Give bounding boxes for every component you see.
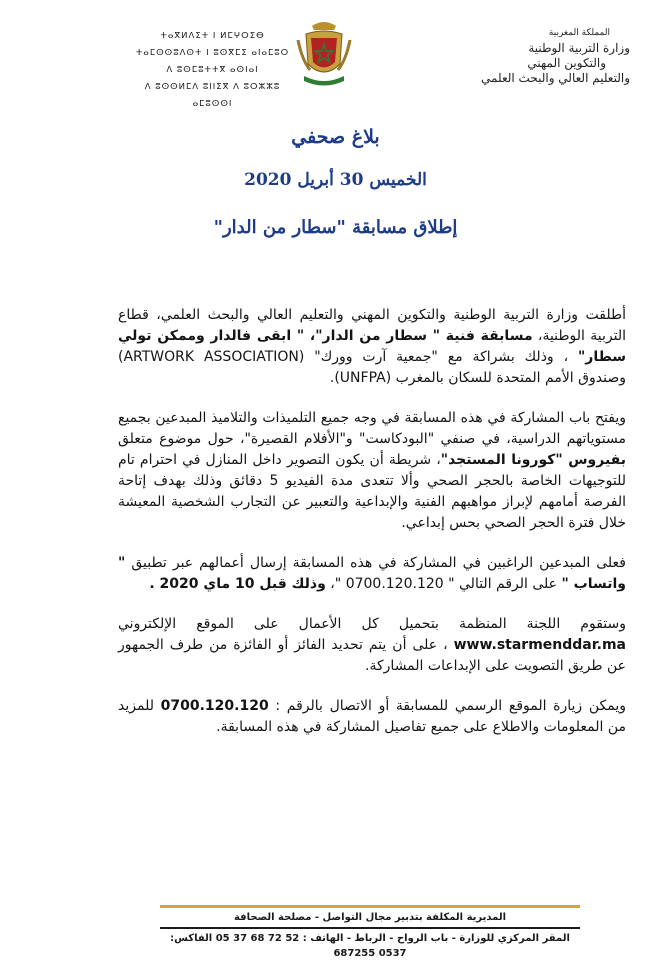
paragraph-3 [118, 553, 626, 595]
website-link[interactable]: www.starmenddar.ma [453, 637, 626, 653]
paragraph-text: ، وذلك بشراكة مع "جمعية آرت وورك" (ARTWORK ASSOCIATION) وصندوق الأمم المتحدة للسكان بالمغرب (UNFPA). [118, 349, 626, 386]
press-release-body [118, 305, 626, 757]
tifinagh-ministry-name [125, 28, 300, 113]
phone-number: 0700.120.120 [160, 698, 269, 714]
ministry-line: والتكوين المهني [527, 56, 606, 70]
paragraph-4 [118, 614, 626, 677]
paragraph-1 [118, 305, 626, 389]
footer-department: المديرية المكلفة بتدبير مجال التواصل - مصلحة الصحافة [233, 912, 507, 923]
tifinagh-line: ⴷ ⵓⵙⵎⵓⵜⵜⴳ ⴰⵙⵏⴰⵏ [166, 65, 259, 75]
paragraph-text: ويمكن زيارة الموقع الرسمي للمسابقة أو الاتصال بالرقم : [268, 698, 626, 714]
paragraph-text: للمزيد من المعلومات والاطلاع على جميع تفاصيل المشاركة في هذه المسابقة. [118, 698, 626, 735]
app-name: " واتساب " [118, 555, 626, 592]
release-subject: إطلاق مسابقة "سطار من الدار" [213, 217, 458, 238]
ministry-line: المملكة المغربية [548, 28, 610, 38]
paragraph-text: وستقوم اللجنة المنظمة بتحميل كل الأعمال على الموقع الإلكتروني [118, 616, 626, 632]
footer [160, 903, 580, 960]
paragraph-2 [118, 408, 626, 534]
footer-divider [160, 927, 580, 929]
footer-address: المقر المركزي للوزارة - باب الرواح - الرباط - الهاتف : 52 72 68 37 05 الفاكس: 0537 687255 [170, 933, 570, 959]
tifinagh-line: ⴷ ⵓⵙⵙⵍⵎⴷ ⵓⵏⵏⵉⴳ ⴷ ⵓⵔⵣⵣⵓ ⴰⵎⵓⵙⵙⵏ [144, 82, 281, 109]
ministry-line: والتعليم العالي والبحث العلمي [481, 71, 630, 85]
paragraph-text: ، شريطة أن يكون التصوير داخل المنازل في احترام تام للتوجيهات الخاصة بالحجر الصحي وألا تتعدى مدة الفيديو 5 دقائق وذلك بهدف إتاحة الفرصة أمامهم لإبراز مواهبهم الفنية والإبداعية والتعبير عن التجارب الشخصية المعيشة خلال فترة الحجر الصحي بحس إبداعي. [118, 452, 626, 531]
tifinagh-line: ⵜⴰⵎⵙⵙⵓⴷⵙⵜ ⵏ ⵓⵙⴳⵎⵉ ⴰⵏⴰⵎⵓⵔ [135, 48, 290, 58]
paragraph-text: أطلقت وزارة التربية الوطنية والتكوين المهني والتعليم العالي والبحث العلمي، قطاع التربية الوطنية، [118, 307, 626, 344]
paragraph-text: فعلى المبدعين الراغبين في المشاركة في هذه المسابقة إرسال أعمالهم عبر تطبيق [125, 555, 626, 571]
press-release-titles [0, 125, 671, 241]
paragraph-text: على الرقم التالي " 0700.120.120 "، [325, 576, 562, 592]
ministry-line: وزارة التربية الوطنية [528, 41, 630, 55]
document-heading: بلاغ صحفي [291, 126, 380, 148]
ministry-name-arabic [430, 26, 630, 86]
paragraph-text: ، على أن يتم تحديد الفائز أو الفائزة من طرف الجمهور عن طريق التصويت على الإبداعات المشاركة. [118, 637, 626, 674]
contest-name: مسابقة فنية " سطار من الدار"، " ابقى فالدار وممكن تولي سطار" [118, 328, 627, 365]
paragraph-5 [118, 696, 626, 738]
footer-gold-divider [160, 905, 580, 908]
topic-highlight: بفيروس "كورونا المستجد" [440, 452, 626, 468]
paragraph-text: ويفتح باب المشاركة في هذه المسابقة في وجه جميع التلميذات والتلاميذ المبدعين بجميع مستوياتهم الدراسية، في صنفي "البودكاست" و"الأفلام القصيرة"، حول موضوع متعلق [118, 410, 626, 447]
deadline: وذلك قبل 10 ماي 2020 . [149, 576, 326, 592]
coat-of-arms-icon [294, 20, 354, 88]
letterhead [0, 0, 671, 109]
release-date: الخميس 30 أبريل 2020 [244, 170, 427, 190]
tifinagh-line: ⵜⴰⴳⵍⴷⵉⵜ ⵏ ⵍⵎⵖⵔⵉⴱ [160, 31, 265, 41]
